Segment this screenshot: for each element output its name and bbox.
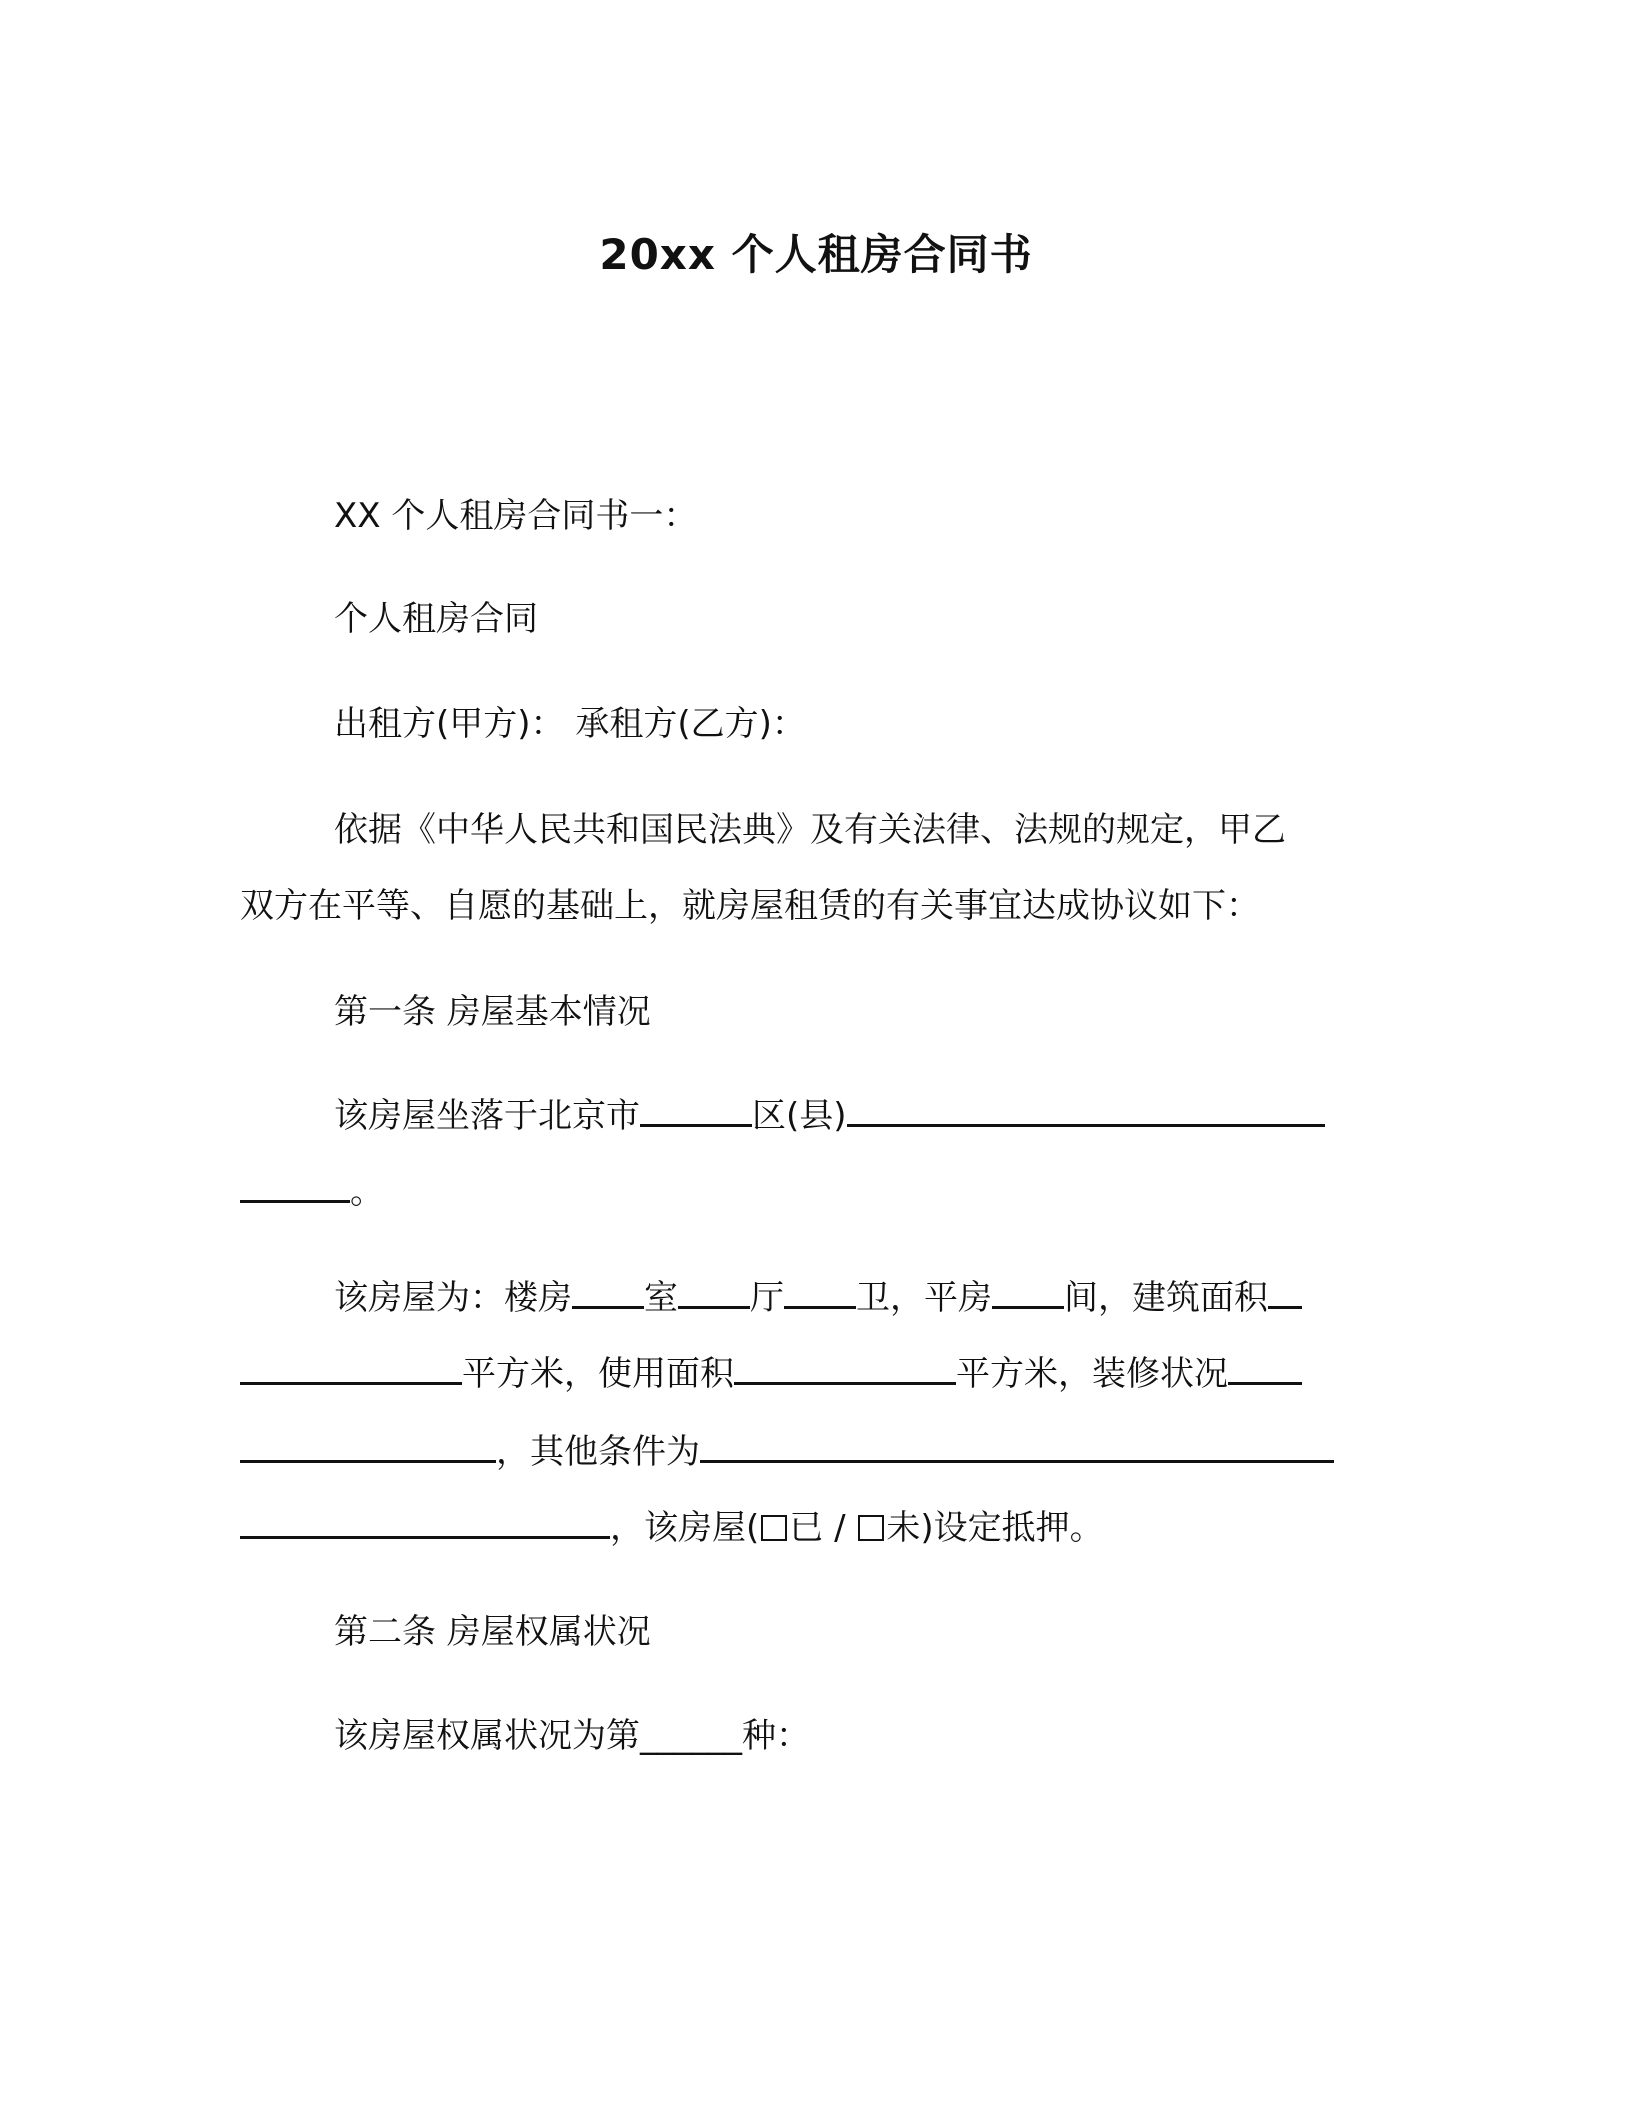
house-line-4: [240, 1506, 1104, 1550]
location-period: 。: [350, 1172, 384, 1212]
house-text-bath: 卫，平房: [856, 1278, 992, 1318]
location-line-cont: [240, 1170, 384, 1214]
location-line: [334, 1094, 1325, 1138]
house-text-other: ，其他条件为: [496, 1432, 700, 1472]
not-mortgaged-label: 未)设定抵押。: [886, 1508, 1104, 1548]
bungalow-rooms-blank: [992, 1276, 1064, 1309]
floor-area-blank-cont: [240, 1352, 462, 1385]
baths-blank: [784, 1276, 856, 1309]
house-text-building: 该房屋为：楼房: [334, 1278, 572, 1318]
address-blank-cont: [240, 1170, 350, 1203]
halls-blank: [678, 1276, 750, 1309]
other-conditions-blank-cont: [240, 1506, 610, 1539]
house-text-hall: 厅: [750, 1278, 784, 1318]
article-1-title: 第一条 房屋基本情况: [334, 992, 651, 1032]
house-text-mortgage: ，该房屋(: [610, 1508, 760, 1548]
house-text-usable: 平方米，使用面积: [462, 1354, 734, 1394]
house-text-room: 室: [644, 1278, 678, 1318]
address-blank: [847, 1094, 1325, 1127]
house-line-3: [240, 1430, 1334, 1474]
decoration-blank: [1228, 1352, 1302, 1385]
preamble-line-1: 依据《中华人民共和国民法典》及有关法律、法规的规定，甲乙: [334, 810, 1286, 850]
document-title: 20xx 个人租房合同书: [599, 230, 1033, 279]
not-mortgaged-checkbox[interactable]: [858, 1515, 884, 1541]
usable-area-blank: [734, 1352, 956, 1385]
article-2-title: 第二条 房屋权属状况: [334, 1612, 651, 1652]
preamble-line-2: 双方在平等、自愿的基础上，就房屋租赁的有关事宜达成协议如下：: [240, 886, 1260, 926]
other-conditions-blank: [700, 1430, 1334, 1463]
house-text-area: 间，建筑面积: [1064, 1278, 1268, 1318]
location-text-district: 区(县): [752, 1096, 847, 1136]
contract-subtitle: XX 个人租房合同书一：: [334, 496, 698, 536]
mortgaged-label: 已 /: [789, 1508, 857, 1548]
contract-heading: 个人租房合同: [334, 599, 538, 639]
mortgaged-checkbox[interactable]: [761, 1515, 787, 1541]
parties-line: 出租方(甲方)： 承租方(乙方)：: [334, 704, 806, 744]
location-text-city: 该房屋坐落于北京市: [334, 1096, 640, 1136]
decoration-blank-cont: [240, 1430, 496, 1463]
house-line-1: [334, 1276, 1302, 1320]
floor-area-blank: [1268, 1276, 1302, 1309]
district-blank: [640, 1094, 752, 1127]
house-line-2: [240, 1352, 1302, 1396]
rooms-blank: [572, 1276, 644, 1309]
house-text-decor: 平方米，装修状况: [956, 1354, 1228, 1394]
ownership-line: 该房屋权属状况为第______种：: [334, 1716, 810, 1756]
